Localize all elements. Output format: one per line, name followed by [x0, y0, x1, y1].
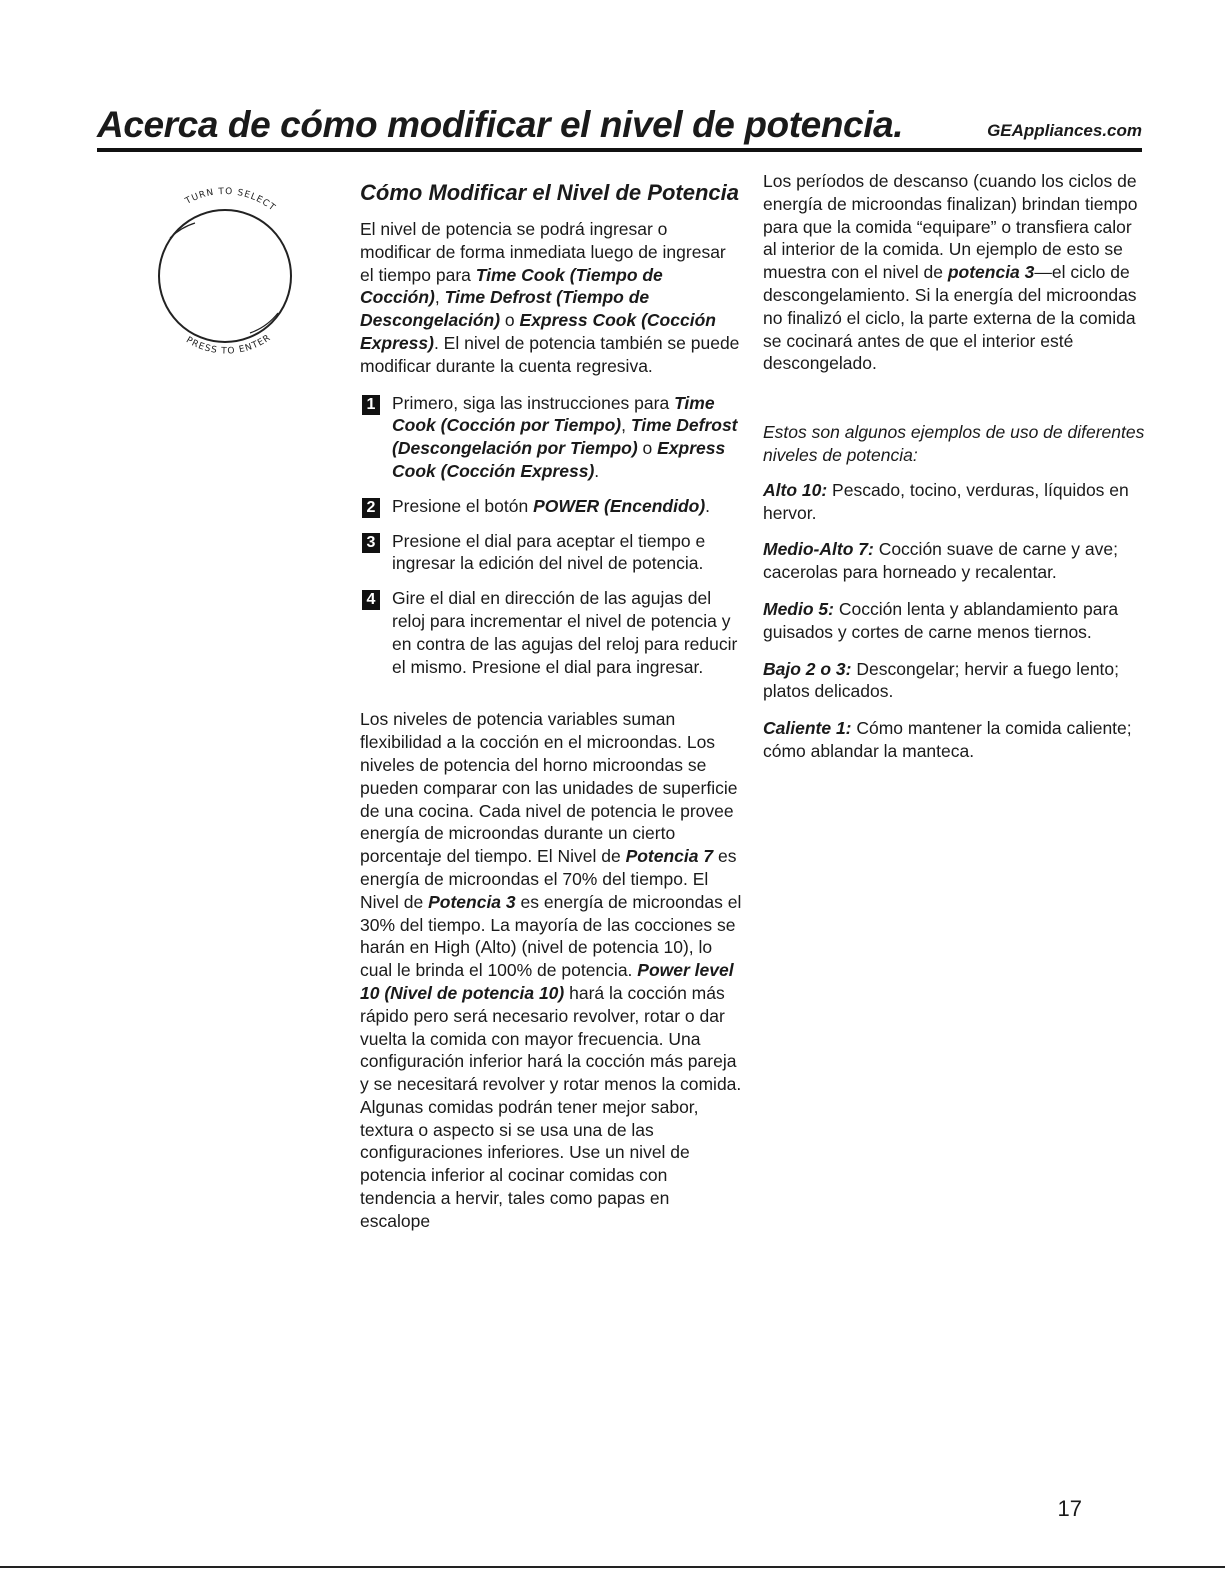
middle-column [360, 180, 742, 1247]
right-column [763, 170, 1148, 777]
intro-text-4: . El nivel de potencia también se puede modificar durante la cuenta regresiva. [360, 332, 740, 376]
step2-text-2: . [705, 495, 711, 516]
rest-paragraph [763, 170, 1148, 375]
step4-text: Gire el dial en dirección de las agujas del reloj para incrementar el nivel de potencia y en contra de las agujas del reloj para reducir el mismo. Presione el dial para ingresar. [392, 588, 738, 677]
example-label: Caliente 1: [763, 718, 852, 739]
step-number-2: 2 [362, 498, 380, 518]
header-rule [97, 148, 1142, 152]
intro-text-3: o [500, 310, 520, 331]
body-bold-1: Potencia 7 [625, 846, 714, 867]
examples-intro: Estos son algunos ejemplos de uso de diferentes niveles de potencia: [763, 422, 1145, 465]
body-bold-3: Power level 10 (Nivel de potencia 10) [360, 960, 734, 1003]
page-number: 17 [1057, 1496, 1082, 1521]
dial-icon [150, 178, 300, 358]
website-label: GEAppliances.com [987, 121, 1142, 140]
example-item [763, 538, 1148, 584]
step1-bold-2: Time Defrost (Descongelación por Tiempo) [392, 415, 738, 459]
dial-top-label: TURN TO SELECT [183, 186, 278, 214]
step1-text-4: . [594, 460, 600, 481]
step2-bold-1: POWER (Encendido) [533, 495, 706, 516]
body-bold-2: Potencia 3 [428, 891, 516, 912]
step-2 [360, 495, 742, 518]
example-label: Medio-Alto 7: [763, 539, 874, 560]
example-label: Bajo 2 o 3: [763, 658, 852, 679]
body-text-4: hará la cocción más rápido pero será necesario revolver, rotar o dar vuelta la comida con mayor frecuencia. Una configuración inferior hará la cocción más pareja y se necesitará revolver y rotar menos la comida. Algunas comidas podrán tener mejor sabor, textura o aspecto si se usa una de las configuraciones inferiores. Use un nivel de potencia inferior al cocinar comidas con tendencia a hervir, tales como papas en escalope [360, 982, 742, 1231]
example-text: Cómo mantener la comida caliente; cómo ablandar la manteca. [763, 718, 1132, 761]
step-4 [360, 587, 742, 678]
example-text: Descongelar; hervir a fuego lento; platos delicados. [763, 658, 1120, 702]
step-3 [360, 530, 742, 576]
step1-text-2: , [621, 415, 631, 436]
intro-text-1: El nivel de potencia se podrá ingresar o modificar de forma inmediata luego de ingresar el tiempo para [360, 219, 726, 285]
step2-text-1: Presione el botón [392, 495, 534, 516]
example-item [763, 717, 1148, 763]
intro-text-2: , [434, 287, 445, 308]
section-heading: Cómo Modificar el Nivel de Potencia [360, 180, 739, 205]
step3-text: Presione el dial para aceptar el tiempo e ingresar la edición del nivel de potencia. [392, 530, 706, 574]
step-number-3: 3 [362, 533, 380, 553]
example-text: Pescado, tocino, verduras, líquidos en hervor. [763, 479, 1129, 523]
intro-bold-3: Express Cook (Cocción Express) [360, 310, 716, 353]
rest-bold-1: potencia 3 [947, 262, 1035, 283]
page-title: Acerca de cómo modificar el nivel de potencia. [97, 104, 904, 145]
step1-text-1: Primero, siga las instrucciones para [392, 392, 675, 413]
example-item [763, 479, 1148, 525]
step-1 [360, 392, 742, 483]
rest-text-2: —el ciclo de descongelamiento. Si la energía del microondas no finalizó el ciclo, la parte externa de la comida se cocinará antes de que el interior esté descongelado. [763, 262, 1137, 374]
body-text-2: es energía de microondas el 70% del tiempo. El Nivel de [360, 846, 737, 912]
example-item [763, 658, 1148, 704]
dial-bottom-label: PRESS TO ENTER [184, 332, 274, 357]
step1-bold-3: Express Cook (Cocción Express) [392, 438, 726, 481]
bottom-rule [0, 1566, 1225, 1568]
step-number-1: 1 [362, 395, 380, 415]
example-text: Cocción suave de carne y ave; cacerolas para horneado y recalentar. [763, 539, 1118, 583]
body-paragraph [360, 708, 742, 1232]
example-label: Alto 10: [763, 479, 828, 500]
example-item [763, 598, 1148, 644]
example-text: Cocción lenta y ablandamiento para guisados y cortes de carne menos tiernos. [763, 598, 1119, 642]
step-number-4: 4 [362, 590, 380, 610]
intro-bold-2: Time Defrost (Tiempo de Descongelación) [360, 287, 650, 331]
body-text-1: Los niveles de potencia variables suman flexibilidad a la cocción en el microondas. Los niveles de potencia del horno microondas se pueden comparar con las unidades de superficie de una cocina. Cada nivel de potencia le provee energía de microondas durante un cierto porcentaje del tiempo. El Nivel de [360, 709, 738, 867]
intro-bold-1: Time Cook (Tiempo de Cocción) [360, 264, 663, 308]
example-label: Medio 5: [763, 598, 834, 619]
body-text-3: es energía de microondas el 30% del tiempo. La mayoría de las cocciones se harán en High (Alto) (nivel de potencia 10), lo cual le brinda el 100% de potencia. [360, 891, 742, 981]
step1-bold-1: Time Cook (Cocción por Tiempo) [392, 392, 715, 436]
intro-paragraph [360, 218, 742, 378]
step1-text-3: o [637, 438, 658, 459]
rest-text-1: Los períodos de descanso (cuando los ciclos de energía de microondas finalizan) brindan tiempo para que la comida “equipare” o transfiera calor al interior de la comida. Un ejemplo de esto se muestra con el nivel de [763, 171, 1138, 283]
